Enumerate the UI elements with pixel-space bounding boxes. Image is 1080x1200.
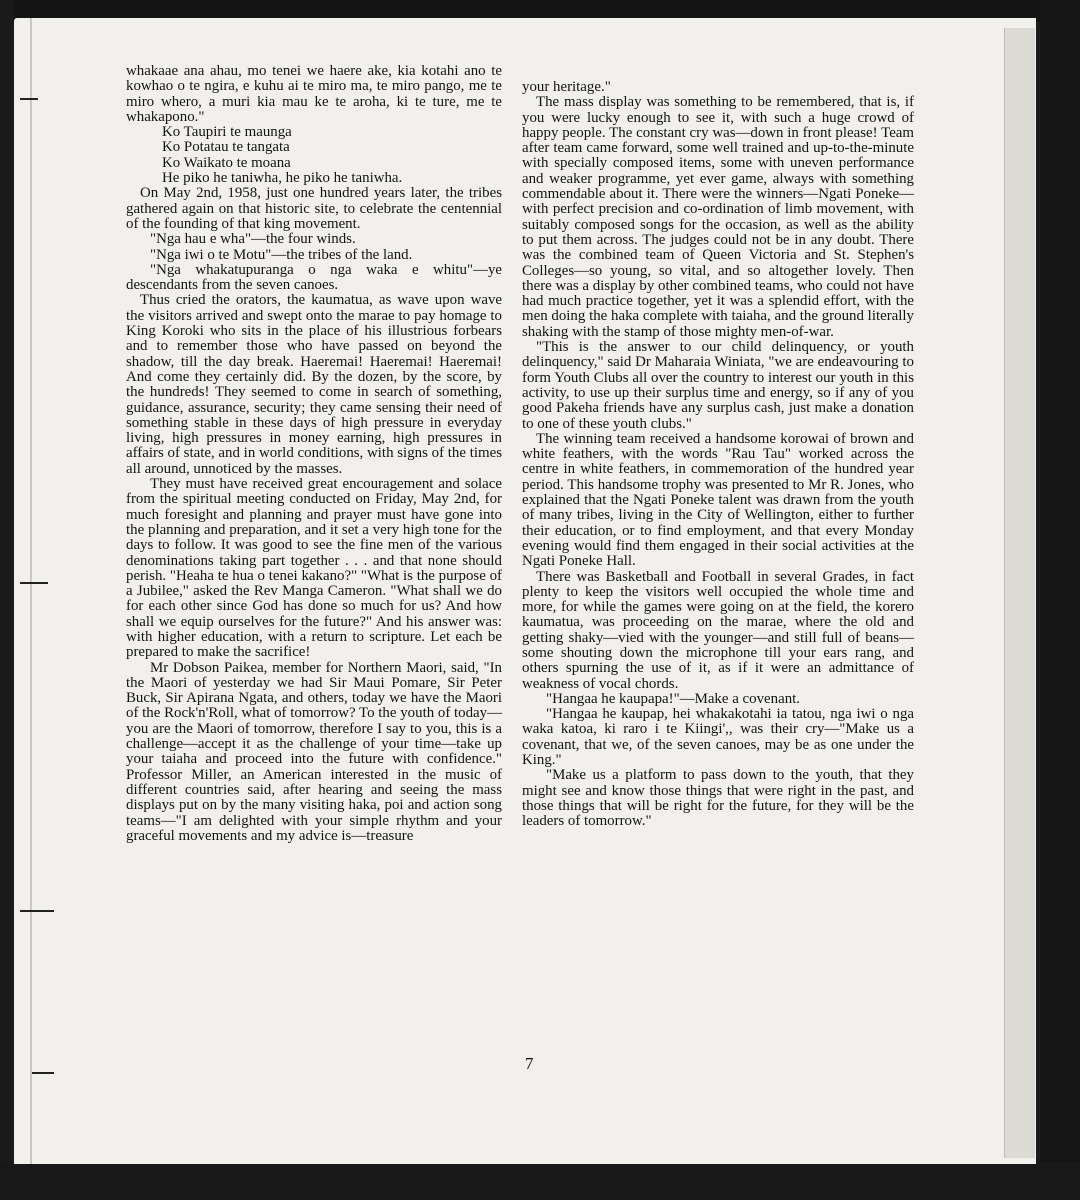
paragraph: The winning team received a handsome korowai of brown and white feathers, with the words "Rau Tau" worked across the centre in white feathers, in commemoration of the hundred year period. This handsome trophy was presented to Mr R. Jones, who explained that the Ngati Poneke talent was drawn from the youth of many tribes, living in the City of Wellington, either to further their education, or to find employment, and that every Monday evening would find them engaged in their social activities at the Ngati Poneke Hall. bbox=[522, 430, 914, 570]
paragraph: On May 2nd, 1958, just one hundred years later, the tribes gathered again on that historic site, to celebrate the centennial of the founding of that king movement. bbox=[126, 185, 502, 232]
paragraph: The mass display was something to be remembered, that is, if you were lucky enough to see it, with such a huge crowd of happy people. The constant cry was—down in front please! Team after team came forward, some well trained and up-to-the-minute with specially composed items, some with uneven performance and weaker programme, yet ever game, always with something commendable about it. There were the winners—Ngati Poneke—with perfect precision and co-ordination of limb movement, with suitably composed songs for the occasion, as well as the ability to put them across. The judges could not be in any doubt. There was the combined team of Queen Victoria and St. Stephen's Colleges—so young, so vital, and so altogether lovely. Then there was a display by other combined teams, who could not have had much practice together, yet it was a splendid effort, with the men doing the haka complete with taiaha, and the ground literally shaking with the stamp of those mighty men-of-war. bbox=[522, 94, 915, 340]
paragraph: "Make us a platform to pass down to the youth, that they might see and know those things that were right in the past, and those things that will be right for the future, for they will be the leaders of tomorrow." bbox=[522, 767, 914, 830]
paragraph: your heritage." bbox=[522, 79, 611, 95]
paragraph: Mr Dobson Paikea, member for Northern Maori, said, "In the Maori of yesterday we had Sir Maui Pomare, Sir Peter Buck, Sir Apirana Ngata, and others, today we have the Maori of the Rock'n'Roll, what of tomorrow? To the youth of today—you are the Maori of tomorrow, therefore I say to you, this is a challenge—accept it as the challenge of your time—take up your taiaha and proceed into the future with confidence." Professor Miller, an American interested in the music of different countries said, after hearing and seeing the mass displays put on by the many visiting haka, poi and action song teams—"I am delighted with your simple rhythm and your graceful movements and my advice is—treasure bbox=[126, 659, 502, 844]
paragraph: There was Basketball and Football in several Grades, in fact plenty to keep the visitors well occupied the whole time and more, for while the games were going on at the field, the korero kaumatua, was proceeding on the marae, where the old and getting shaky—vied with the younger—and still full of beans—some shouting down the microphone till your ears rang, and others spurning the use of it, as if it were an admittance of weakness of vocal chords. bbox=[522, 568, 914, 692]
scan-mark bbox=[20, 98, 38, 100]
page-right-edge bbox=[1004, 28, 1035, 1158]
paragraph: "Hangaa he kaupap, hei whakakotahi ia tatou, nga iwi o nga waka katoa, ki raro i te Kiingi',, was their cry—"Make us a covenant, that we, of the seven canoes, may be as one under the King." bbox=[522, 706, 914, 769]
paragraph: whakaae ana ahau, mo tenei we haere ake, kia kotahi ano te kowhao o te ngira, e kuhu ai te miro ma, te miro pango, me te miro whero, a muri kia mau ke te aroha, ki te ture, me te whakapono." bbox=[126, 63, 502, 125]
quote-line: "Hangaa he kaupapa!"—Make a covenant. bbox=[546, 690, 801, 707]
quote-line: "Nga hau e wha"—the four winds. bbox=[150, 231, 356, 248]
poem-line: Ko Taupiri te maunga bbox=[162, 124, 292, 141]
paragraph: Thus cried the orators, the kaumatua, as wave upon wave the visitors arrived and swept onto the marae to pay homage to King Koroki who sits in the place of his illustrious forbears and to remember those who have passed on beyond the shadow, till the day break. Haeremai! Haeremai! Haeremai! And come they certainly did. By the dozen, by the score, by the hundreds! They seemed to come in search of something, guidance, assurance, security; they came sensing their need of something stable in these days of high pressure in everyday living, high pressures in money earning, high pressures in affairs of state, and in world conditions, with signs of the times all around, unnoticed by the masses. bbox=[126, 292, 502, 477]
quote-line: "Nga whakatupuranga o nga waka e whitu"—ye descendants from the seven canoes. bbox=[126, 261, 502, 294]
paragraph: "This is the answer to our child delinquency, or youth delinquency," said Dr Maharaia Winiata, "we are endeavouring to form Youth Clubs all over the country to interest our youth in this activity, to use up their surplus time and energy, so if any of you good Pakeha friends have any surplus cash, just make a donation to one of these youth clubs." bbox=[522, 339, 914, 432]
page-number: 7 bbox=[525, 1054, 534, 1073]
poem-line: Ko Waikato te moana bbox=[162, 154, 291, 171]
binding-margin bbox=[30, 18, 32, 1164]
scan-frame-right bbox=[1040, 0, 1080, 1200]
scan-frame-left bbox=[0, 0, 14, 1200]
paragraph: They must have received great encouragement and solace from the spiritual meeting conducted on Friday, May 2nd, for much foresight and planning and prayer must have gone into the planning and preparation, and it set a very high tone for the days to follow. It was good to see the fine men of the various denominations taking part together . . . and that none should perish. "Heaha te hua o tenei kakano?" "What is the purpose of a Jubilee," asked the Rev Manga Cameron. "What shall we do for each other since God has done so much for us? And how shall we equip ourselves for the future?" And his answer was: with higher education, with a return to scripture. Let each be prepared to make the sacrifice! bbox=[126, 476, 502, 661]
left-column bbox=[126, 64, 502, 844]
scan-mark bbox=[20, 910, 54, 912]
right-column bbox=[522, 80, 914, 830]
quote-line: "Nga iwi o te Motu"—the tribes of the land. bbox=[150, 246, 413, 263]
scan-mark bbox=[20, 582, 48, 584]
scan-mark bbox=[32, 1072, 54, 1074]
scan-frame-bottom bbox=[0, 1162, 1080, 1200]
poem-line: He piko he taniwha, he piko he taniwha. bbox=[162, 170, 403, 187]
poem-line: Ko Potatau te tangata bbox=[162, 139, 290, 156]
